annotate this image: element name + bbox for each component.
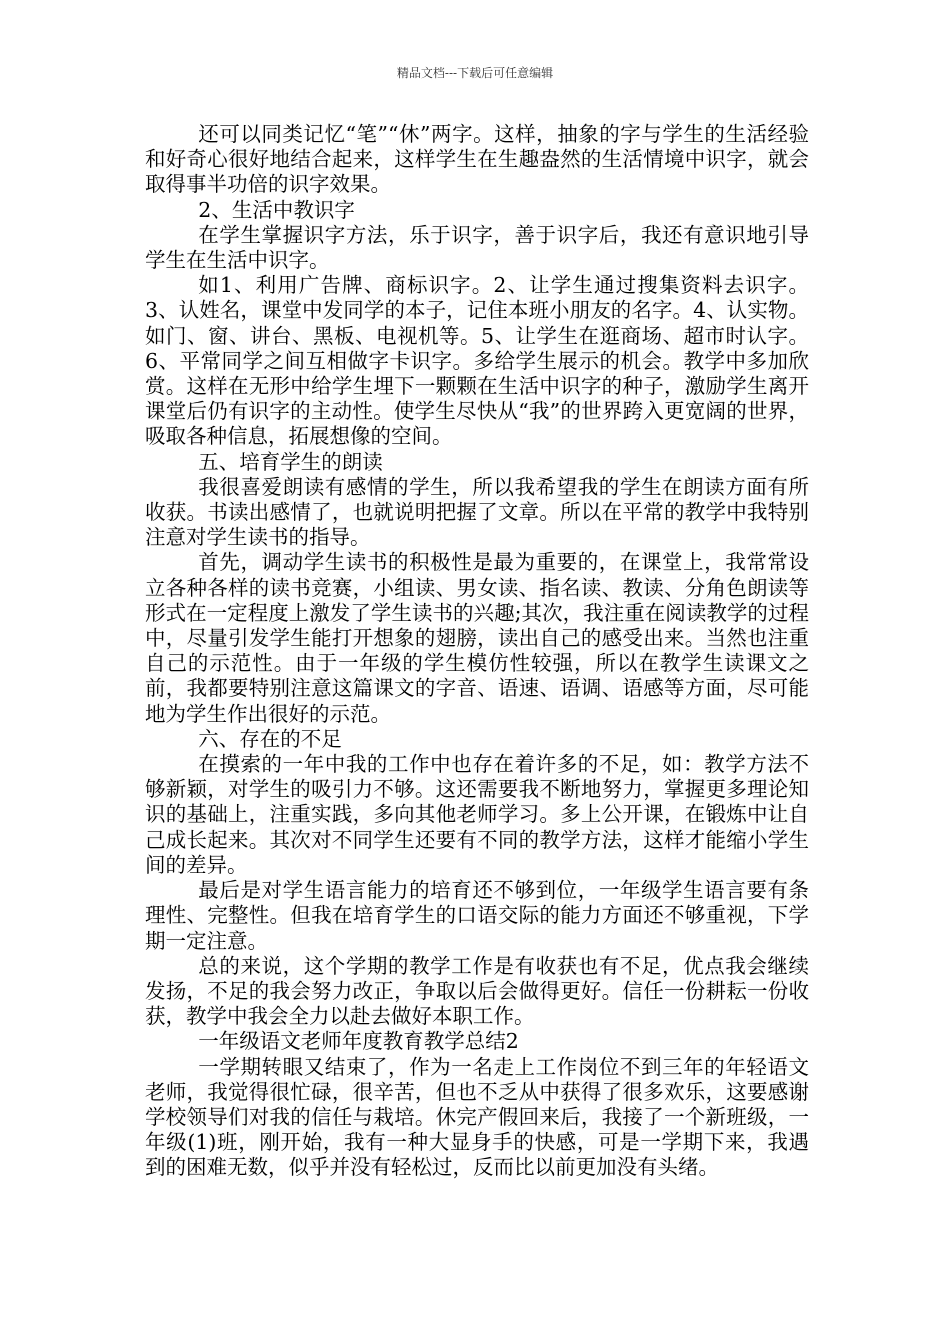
paragraph: 首先，调动学生读书的积极性是最为重要的，在课堂上，我常常设立各种各样的读书竞赛，小组读、男女读、指名读、教读、分角色朗读等形式在一定程度上激发了学生读书的兴趣;其次，我注重在阅读教学的过程中，尽量引发学生能打开想象的翅膀，读出自己的感受出来。当然也注重自己的示范性。由于一年级的学生模仿性较强，所以在教学生读课文之前，我都要特别注意这篇课文的字音、语速、语调、语感等方面，尽可能地为学生作出很好的示范。 — [145, 550, 809, 726]
page-header: 精品文档---下载后可任意编辑 — [396, 66, 554, 80]
section-heading: 六、存在的不足 — [198, 726, 342, 751]
paragraph: 还可以同类记忆“笔”“休”两字。这样，抽象的字与学生的生活经验和好奇心很好地结合起来，这样学生在生趣盎然的生活情境中识字，就会取得事半功倍的识字效果。 — [145, 122, 809, 197]
section-heading: 五、培育学生的朗读 — [198, 449, 383, 474]
paragraph: 我很喜爱朗读有感情的学生，所以我希望我的学生在朗读方面有所收获。书读出感情了，也就说明把握了文章。所以在平常的教学中我特别注意对学生读书的指导。 — [145, 474, 809, 550]
paragraph: 在学生掌握识字方法，乐于识字，善于识字后，我还有意识地引导学生在生活中识字。 — [145, 222, 809, 273]
section-heading: 一年级语文老师年度教育教学总结2 — [198, 1029, 519, 1054]
paragraph: 在摸索的一年中我的工作中也存在着许多的不足，如：教学方法不够新颖，对学生的吸引力不够。这还需要我不断地努力，掌握更多理论知识的基础上，注重实践，多向其他老师学习。多上公开课，在锻炼中让自己成长起来。其次对不同学生还要有不同的教学方法，这样才能缩小学生间的差异。 — [145, 752, 809, 877]
paragraph: 总的来说，这个学期的教学工作是有收获也有不足，优点我会继续发扬，不足的我会努力改正，争取以后会做得更好。信任一份耕耘一份收获，教学中我会全力以赴去做好本职工作。 — [145, 953, 809, 1029]
paragraph: 最后是对学生语言能力的培育还不够到位，一年级学生语言要有条理性、完整性。但我在培育学生的口语交际的能力方面还不够重视，下学期一定注意。 — [145, 878, 809, 953]
document-body — [145, 122, 809, 1181]
paragraph: 如1、利用广告牌、商标识字。2、让学生通过搜集资料去识字。3、认姓名，课堂中发同学的本子，记住本班小朋友的名字。4、认实物。如门、窗、讲台、黑板、电视机等。5、让学生在逛商场、超市时认字。6、平常同学之间互相做字卡识字。多给学生展示的机会。教学中多加欣赏。这样在无形中给学生埋下一颗颗在生活中识字的种子，激励学生离开课堂后仍有识字的主动性。使学生尽快从“我”的世界跨入更宽阔的世界，吸取各种信息，拓展想像的空间。 — [145, 273, 809, 449]
section-heading: 2、生活中教识字 — [198, 197, 355, 222]
paragraph: 一学期转眼又结束了，作为一名走上工作岗位不到三年的年轻语文老师，我觉得很忙碌，很辛苦，但也不乏从中获得了很多欢乐，这要感谢学校领导们对我的信任与栽培。休完产假回来后，我接了一个新班级，一年级(1)班，刚开始，我有一种大显身手的快感，可是一学期下来，我遇到的困难无数，似乎并没有轻松过，反而比以前更加没有头绪。 — [145, 1054, 809, 1180]
